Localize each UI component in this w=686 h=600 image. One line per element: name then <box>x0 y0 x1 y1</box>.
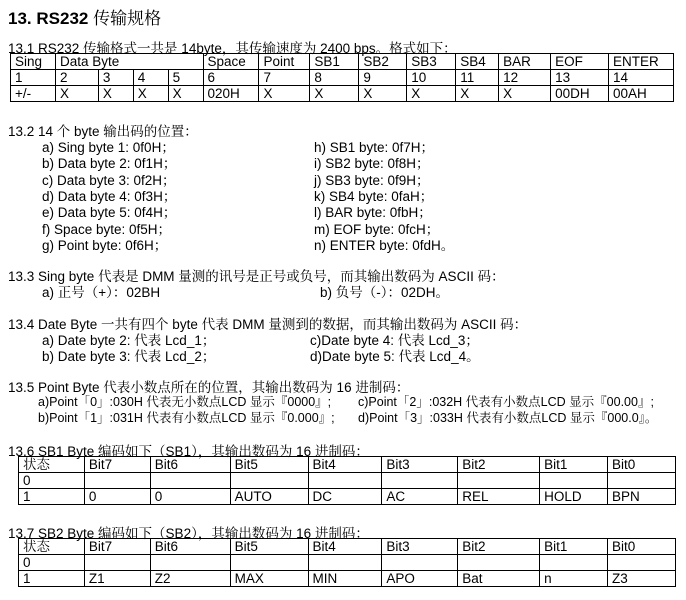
format-cell: X <box>98 86 133 102</box>
sb1-cell: 0 <box>84 489 150 505</box>
sb2-cell: Bat <box>458 571 540 587</box>
format-cell: X <box>407 86 456 102</box>
sb1-cell <box>84 473 150 489</box>
sb2-table <box>18 538 676 587</box>
section-title: 13. RS232 传输规格 <box>8 9 162 29</box>
sb1-cell <box>230 473 308 489</box>
format-cell: SB4 <box>456 54 499 70</box>
format-cell: 13 <box>551 70 609 86</box>
s136-heading: 13.6 SB1 Byte 编码如下（SB1），其输出数码为 16 进制码： <box>8 444 369 459</box>
format-cell: X <box>55 86 98 102</box>
format-cell: SB2 <box>359 54 407 70</box>
format-cell: X <box>259 86 310 102</box>
format-cell: ENTER <box>608 54 673 70</box>
sb2-cell: APO <box>382 571 458 587</box>
sb2-cell: Bit6 <box>150 539 230 555</box>
s135-line-d: d)Point「3」:033H 代表有小数点LCD 显示『000.0』。 <box>358 411 658 425</box>
s132-heading: 13.2 14 个 byte 输出码的位置： <box>8 124 198 139</box>
sb2-cell: Bit7 <box>84 539 150 555</box>
sb1-cell <box>458 473 540 489</box>
s135-line-a: a)Point「0」:030H 代表无小数点LCD 显示『0000』; <box>38 395 332 409</box>
s132-right-item: h) SB1 byte: 0f7H； <box>314 140 435 155</box>
sb2-cell: 状态 <box>19 539 85 555</box>
sb1-cell: Bit0 <box>608 457 676 473</box>
sb2-cell: MAX <box>230 571 308 587</box>
format-cell: Point <box>259 54 310 70</box>
format-cell: 7 <box>259 70 310 86</box>
format-cell: 2 <box>55 70 98 86</box>
sb2-cell <box>308 555 382 571</box>
sb1-cell: DC <box>308 489 382 505</box>
format-cell: 00DH <box>551 86 609 102</box>
format-cell: X <box>359 86 407 102</box>
sb2-cell <box>150 555 230 571</box>
s134-line-c: c)Date byte 4: 代表 Lcd_3； <box>310 333 479 348</box>
sb2-row <box>19 555 676 571</box>
sb2-cell <box>382 555 458 571</box>
sb2-cell <box>608 555 676 571</box>
format-cell: SB1 <box>310 54 359 70</box>
sb1-cell: AUTO <box>230 489 308 505</box>
sb2-cell: Z1 <box>84 571 150 587</box>
s132-left-item: a) Sing byte 1: 0f0H； <box>42 140 175 155</box>
format-cell: 1 <box>11 70 56 86</box>
s132-right-item: k) SB4 byte: 0faH； <box>314 188 434 204</box>
format-row <box>11 54 674 70</box>
s132-right-item: j) SB3 byte: 0f9H； <box>314 172 430 188</box>
sb2-cell: Z2 <box>150 571 230 587</box>
sb1-row <box>19 457 676 473</box>
s135-heading: 13.5 Point Byte 代表小数点所在的位置，其输出数码为 16 进制码： <box>8 380 410 395</box>
format-cell: Data Byte <box>55 54 203 70</box>
format-cell: X <box>310 86 359 102</box>
s132-right-item: n) ENTER byte: 0fdH。 <box>314 237 455 253</box>
sb1-cell: Bit4 <box>308 457 382 473</box>
format-cell: 9 <box>359 70 407 86</box>
format-cell: 14 <box>608 70 673 86</box>
sb1-cell: AC <box>382 489 458 505</box>
sb1-row <box>19 489 676 505</box>
sb1-cell <box>608 473 676 489</box>
sb1-cell: Bit1 <box>540 457 608 473</box>
s134-heading: 13.4 Date Byte 一共有四个 byte 代表 DMM 量测到的数据，而其输出数码为 ASCII 码： <box>8 317 528 332</box>
sb2-row <box>19 571 676 587</box>
sb1-cell: Bit7 <box>84 457 150 473</box>
format-cell: 020H <box>203 86 259 102</box>
sb2-cell: Bit2 <box>458 539 540 555</box>
sb2-cell: Z3 <box>608 571 676 587</box>
format-cell: X <box>168 86 203 102</box>
s132-right-item: l) BAR byte: 0fbH； <box>314 205 432 221</box>
s135-line-c: c)Point「2」:032H 代表有小数点LCD 显示『00.00』; <box>358 395 654 409</box>
s133-positive: a) 正号（+）：02BH <box>42 285 161 300</box>
s135-line-b: b)Point「1」:031H 代表有小数点LCD 显示『0.000』; <box>38 411 335 425</box>
format-cell: EOF <box>551 54 609 70</box>
sb1-cell: Bit2 <box>458 457 540 473</box>
format-cell: X <box>133 86 168 102</box>
format-cell: 4 <box>133 70 168 86</box>
format-cell: SB3 <box>407 54 456 70</box>
sb2-cell <box>84 555 150 571</box>
sb2-cell: Bit3 <box>382 539 458 555</box>
sb2-cell: Bit4 <box>308 539 382 555</box>
sb1-cell: 0 <box>19 473 85 489</box>
format-cell: 00AH <box>608 86 673 102</box>
format-cell: 5 <box>168 70 203 86</box>
sb1-cell: 0 <box>150 489 230 505</box>
sb1-table <box>18 456 676 505</box>
format-cell: +/- <box>11 86 56 102</box>
format-cell: 11 <box>456 70 499 86</box>
s134-line-a: a) Date byte 2: 代表 Lcd_1； <box>42 333 216 348</box>
s134-line-b: b) Date byte 3: 代表 Lcd_2； <box>42 349 216 364</box>
format-cell: BAR <box>499 54 551 70</box>
sb1-cell: BPN <box>608 489 676 505</box>
format-cell: Space <box>203 54 259 70</box>
sb2-cell <box>540 555 608 571</box>
sb2-cell: MIN <box>308 571 382 587</box>
sb1-cell <box>308 473 382 489</box>
sb1-cell: Bit5 <box>230 457 308 473</box>
format-cell: X <box>456 86 499 102</box>
sb1-cell: HOLD <box>540 489 608 505</box>
sb1-cell <box>540 473 608 489</box>
s133-negative: b) 负号（-）：02DH。 <box>320 285 450 300</box>
sb2-cell <box>458 555 540 571</box>
s133-heading: 13.3 Sing byte 代表是 DMM 量测的讯号是正号或负号，而其输出数码为 ASCII 码： <box>8 269 505 284</box>
s132-left-item: b) Data byte 2: 0f1H； <box>42 156 177 172</box>
sb1-cell: Bit3 <box>382 457 458 473</box>
sb2-cell: Bit0 <box>608 539 676 555</box>
sb2-row <box>19 539 676 555</box>
sb1-cell: 1 <box>19 489 85 505</box>
format-cell: 8 <box>310 70 359 86</box>
sb1-cell: 状态 <box>19 457 85 473</box>
format-cell: 3 <box>98 70 133 86</box>
s131-heading: 13.1 RS232 传输格式一共是 14byte，其传输速度为 2400 bps。格式如下： <box>8 41 457 56</box>
s132-right-item: m) EOF byte: 0fcH； <box>314 221 440 237</box>
sb2-cell: Bit1 <box>540 539 608 555</box>
format-cell: 12 <box>499 70 551 86</box>
s132-left-item: g) Point byte: 0f6H； <box>42 237 168 253</box>
s132-right-item: i) SB2 byte: 0f8H； <box>314 156 430 172</box>
sb2-cell <box>230 555 308 571</box>
format-cell: Sing <box>11 54 56 70</box>
sb2-cell: 0 <box>19 555 85 571</box>
s132-left-item: f) Space byte: 0f5H； <box>42 221 172 237</box>
sb2-cell: Bit5 <box>230 539 308 555</box>
sb1-cell <box>382 473 458 489</box>
s132-left-item: d) Data byte 4: 0f3H； <box>42 188 177 204</box>
s132-left-item: c) Data byte 3: 0f2H； <box>42 172 176 188</box>
sb1-cell <box>150 473 230 489</box>
s137-heading: 13.7 SB2 Byte 编码如下（SB2），其输出数码为 16 进制码： <box>8 526 369 541</box>
sb1-row <box>19 473 676 489</box>
sb2-cell: 1 <box>19 571 85 587</box>
sb1-cell: Bit6 <box>150 457 230 473</box>
rs232-format-table <box>10 53 674 102</box>
format-cell: X <box>499 86 551 102</box>
s132-left-item: e) Data byte 5: 0f4H； <box>42 205 177 221</box>
format-cell: 6 <box>203 70 259 86</box>
format-cell: 10 <box>407 70 456 86</box>
format-row <box>11 86 674 102</box>
sb2-cell: n <box>540 571 608 587</box>
format-row <box>11 70 674 86</box>
sb1-cell: REL <box>458 489 540 505</box>
s134-line-d: d)Date byte 5: 代表 Lcd_4。 <box>310 349 480 364</box>
